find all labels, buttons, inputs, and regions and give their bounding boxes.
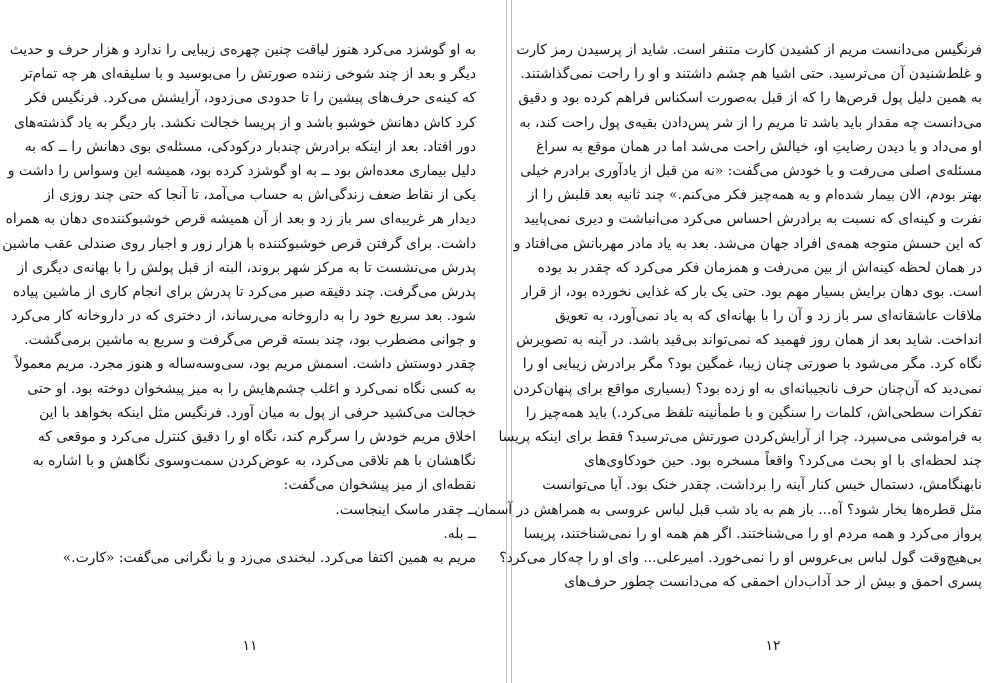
text-line: پرواز می‌کرد و همه مردم او را می‌شناختند. اگر هم همه او را نمی‌شناختند، پریسا [523,525,982,542]
text-line: کرد کاش دهانش خوشبو باشد و از پریسا خجالت نکشد. بار دیگر به یاد گذشته‌های [13,114,476,131]
text-line: به او گوشزد می‌کرد هنوز لیاقت چنین چهره‌ی زیبایی را ندارد و هزار حرف و حدیث [9,42,476,58]
text-line: انداخت. شاید بعد از همان روز فهمید که نمی‌تواند بی‌قید باشد. در آینه به تصویرش [516,332,982,349]
text-line: بهتر بودم، الان بیمار شده‌ام و به همه‌چیز فکر می‌کنم.» چند ثانیه بعد قلبش را از [527,187,982,204]
text-line: به فراموشی می‌سپرد. چرا از آرایش‌کردن صورتش می‌ترسید؟ فقط برای اینکه پریسا [498,429,982,445]
text-line: که کینه‌ی حرف‌های پیشین را تا حدودی می‌زدود، آرایشش می‌کرد. فرنگیس فکر [25,90,476,107]
left-page-text [2,38,476,570]
text-line: به کسی نگاه نمی‌کرد و اغلب چشم‌هایش را به میز پیشخوان دوخته بود. او حتی [27,380,476,397]
text-line: فرنگیس می‌دانست مریم از کشیدن کارت متنفر است. شاید از پرسیدن رمز کارت [516,42,982,58]
text-line: بی‌هیچ‌وقت گول لباس بی‌عروس او را نمی‌خورد. امیرعلی... وای او را چه‌کار می‌کرد؟ [499,549,982,566]
text-line: اخلاق مریم خودش را سرگرم کند، نگاه او را دقیق کنترل می‌کرد و موقعی که [37,429,476,445]
text-line: دیگر و بعد از چند شوخی زننده صورتش را می‌بوسید و با سلیقه‌ای هر چه تمام‌تر [21,66,476,83]
text-line: دلیل بیماری معده‌اش بود ــ به او گوشزد کرده بود، همیشه این وسواس را داشت و [7,162,476,179]
text-line: یکی از نقاط ضعف زندگی‌اش به حساب می‌آمد، تا آنجا که حتی چند روزی از [44,187,476,204]
text-line: و غلط‌شنیدن آن می‌ترسید. حتی اشیا هم چشم داشتند و او را راحت نمی‌گذاشتند. [520,66,982,83]
text-line: خجالت می‌کشید حرفی از پول به میان آورد. فرنگیس مثل اینکه بخواهد با این [39,404,476,421]
text-line: پدرش می‌نشست تا به مرکز شهر بروند، البته از قبل پولش را با بهانه‌ی دیگری از [17,259,476,276]
text-line: چقدر دوستش داشت. اسمش مریم بود، سی‌وسه‌ساله و هنوز مجرد. مریم معمولاً [14,356,476,373]
text-line: پسری احمق و بیش از حد آداب‌دان احمقی که می‌دانست چطور حرف‌های [564,574,982,591]
text-line: نفرت و کینه‌ای که نسبت به برادرش احساس می‌کرد می‌انباشت و دیری نمی‌پایید [523,211,982,228]
text-line: و جوانی مضطرب بود، چند بسته قرص می‌گرفت و سریع به ماشین برمی‌گشت. [24,332,476,349]
text-line: به همین دلیل پول قرص‌ها را که از قبل به‌صورت اسکناس فراهم کرده بود و دقیق [518,90,982,107]
text-line: مریم به همین اکتفا می‌کرد. لبخندی می‌زد و با نگرانی می‌گفت: «کارت.» [62,549,476,566]
text-line: دیدار هر غریبه‌ای سر باز زد و بعد از آن همیشه قرص خوشبوکننده‌ی دهان به همراه [5,211,476,228]
text-line: دور افتاد. بعد از اینکه برادرش چندبار درکودکی، مسئله‌ی بوی دهانش را ــ که به [24,138,476,155]
text-line: مثل قطره‌ها بخار شود؟ آه... باز هم به یاد شب قبل لباس عروسی به همراهش در آسمان [474,501,982,518]
text-line: ملاقات عاشقانه‌ای سر باز زد و آن را با بهانه‌ای که به یاد نمی‌آورد، به تعویق [554,308,982,325]
right-page-text [474,38,982,594]
page-number-right: ۱۲ [765,638,781,654]
text-line: می‌دانست چه مقدار باید باشد تا مریم را از شر پس‌دادن بقیه‌ی پول راحت کند، به [519,114,982,131]
text-line: در همان لحظه کینه‌اش از بین می‌رفت و همزمان فکر می‌کرد که چقدر بد بوده [537,259,982,276]
text-line: نمی‌دید که آن‌چنان حرف نانجیبانه‌ای به او زده بود؟ (بسیاری مواقع برای پنهان‌کردن [513,380,982,397]
text-line: او می‌داد و با دیدن رضایتِ او، خیالش راحت می‌شد اما در همان موقع به سراغ [536,138,982,155]
text-line: ــ چقدر ماسک اینجاست. [335,501,476,518]
text-line: که این حسش متوجه همه‌ی افراد جهان می‌شد. بعد به یاد مادر مهربانش می‌افتاد و [513,235,982,252]
text-line: مسئله‌ی اصلی می‌رفت و با خودش می‌گفت: «نه من قبل از یادآوری برادرم خیلی [520,162,982,179]
page-number-left: ۱۱ [242,638,258,654]
text-line: شود. بعد سریع خود را به داروخانه می‌رساند، از دختری که در داروخانه کار می‌کرد [11,308,476,325]
right-page [474,0,1004,683]
text-line: پدرش می‌گرفت. چند دقیقه صبر می‌کرد تا پدرش برای انجام کاری از ماشین پیاده [12,283,476,300]
text-line: چند لحظه‌ای با او بحث می‌کرد؟ واقعاً مسخره بود. حین خودکاوی‌های [584,453,982,470]
text-line: نگاهشان با هم تلاقی می‌کرد، به عوض‌کردن سمت‌وسوی نگاهش و با اشاره به [32,453,476,470]
text-line: ــ بله. [443,525,476,542]
text-line: نگاه کرد. مگر می‌شود با صورتی چنان زیبا، غمگین بود؟ مگر برادرش زیبایی او را [522,356,982,373]
text-line: داشت. برای گرفتن قرص خوشبوکننده با هزار زور و اجبار روی صندلی عقب ماشین [2,235,476,252]
text-line: نابهنگامش، دستمال خیس کنار آینه را برداشت. چقدر خنک بود. آیا می‌توانست [542,477,982,494]
text-line: است. بوی دهان برایش بسیار مهم بود. حتی یک بار که غذایی نخورده بود، از قرار [521,283,982,300]
text-line: نقطه‌ای از میز پیشخوان می‌گفت: [283,477,476,494]
text-line: تفکرات سطحی‌اش، کلمات را سنگین و با طمأنینه تلفظ می‌کرد.) باید همه‌چیز را [525,404,982,421]
